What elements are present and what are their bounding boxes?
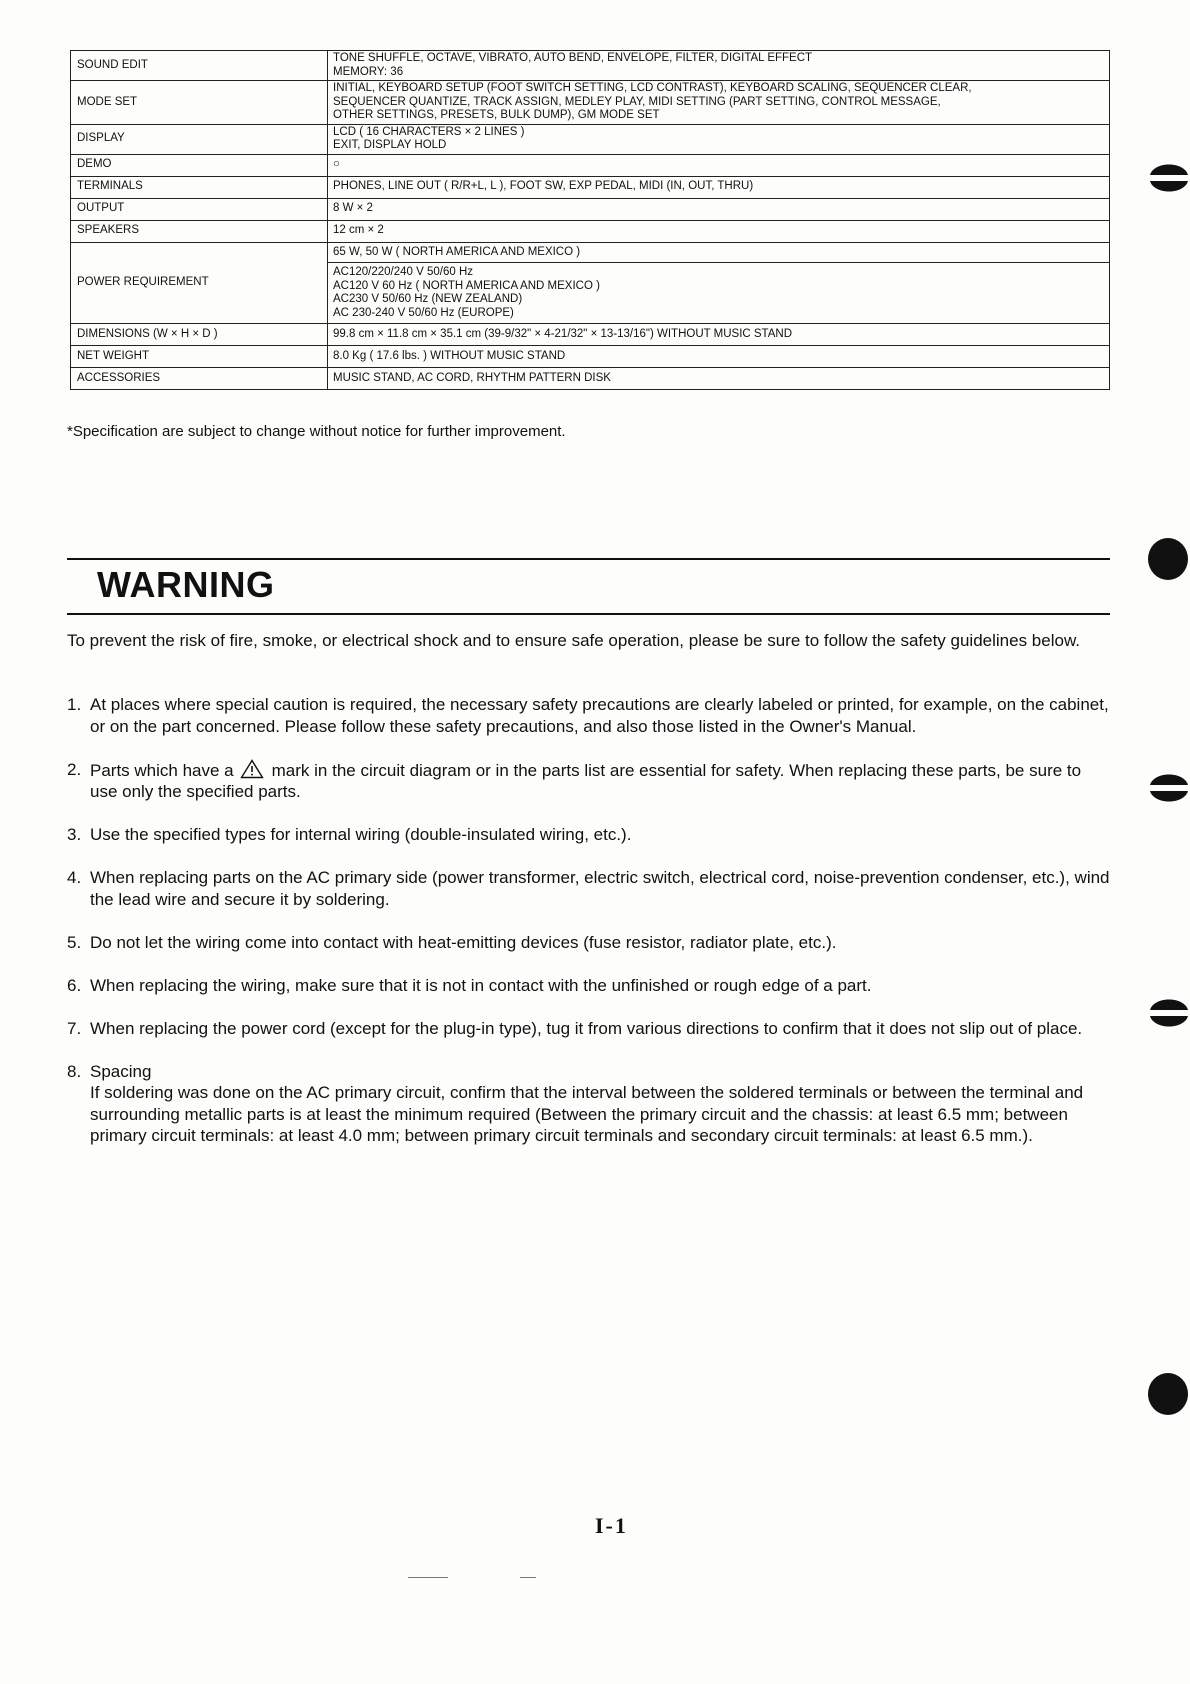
binding-hole-icon (1148, 990, 1190, 1036)
spec-value-line: EXIT, DISPLAY HOLD (333, 139, 447, 151)
item-text (90, 759, 1112, 803)
spec-row-net-weight (71, 346, 1110, 368)
safety-guidelines-list (67, 694, 1112, 1168)
item-text: At places where special caution is required, the necessary safety precautions are clearly labeled or printed, for example, on the cabinet, or on the part concerned. Please follow these safety precautions, and also those listed in the Owner's Manual. (90, 695, 1109, 736)
binding-hole-icon (1148, 1373, 1188, 1415)
warning-top-rule (67, 558, 1110, 560)
spec-value (328, 220, 1110, 242)
spec-note: *Specification are subject to change without notice for further improvement. (67, 423, 566, 440)
list-item (67, 867, 1112, 910)
spec-value-line: MEMORY: 36 (333, 65, 404, 78)
spec-label: SOUND EDIT (71, 51, 328, 81)
scan-speck (520, 1577, 536, 1578)
spec-value-line: MUSIC STAND, AC CORD, RHYTHM PATTERN DISK (333, 371, 611, 384)
page-number: I-1 (595, 1513, 628, 1538)
spec-label: DEMO (71, 154, 328, 176)
spec-row-power (71, 242, 1110, 324)
spec-value-line: SEQUENCER QUANTIZE, TRACK ASSIGN, MEDLEY PLAY, MIDI SETTING (PART SETTING, CONTROL MESSAGE, (333, 95, 941, 108)
spec-row-output (71, 198, 1110, 220)
item-number: 4. (67, 868, 82, 887)
spec-value (328, 368, 1110, 390)
circle-mark-icon: ○ (333, 158, 340, 171)
spec-row-terminals (71, 176, 1110, 198)
warning-triangle-icon (240, 759, 264, 779)
item-number: 5. (67, 932, 82, 952)
item-number: 3. (67, 825, 82, 844)
spec-value-line: INITIAL, KEYBOARD SETUP (FOOT SWITCH SETTING, LCD CONTRAST), KEYBOARD SCALING, SEQUENCER CLEAR, (333, 82, 972, 94)
spec-value (328, 242, 1110, 324)
item-number: 6. (67, 975, 82, 995)
binding-hole-icon (1148, 765, 1190, 811)
spec-label: ACCESSORIES (71, 368, 328, 390)
spec-value-line: LCD ( 16 CHARACTERS × 2 LINES ) (333, 125, 525, 138)
spec-row-display (71, 124, 1110, 154)
spec-label: OUTPUT (71, 198, 328, 220)
list-item (67, 694, 1112, 737)
spec-label: POWER REQUIREMENT (71, 242, 328, 324)
spec-value-line: AC230 V 50/60 Hz (NEW ZEALAND) (333, 293, 523, 305)
spec-row-accessories (71, 368, 1110, 390)
spec-value-line: OTHER SETTINGS, PRESETS, BULK DUMP), GM MODE SET (333, 109, 660, 121)
spec-label: TERMINALS (71, 176, 328, 198)
spec-label: NET WEIGHT (71, 346, 328, 368)
spec-value (328, 324, 1110, 346)
item-text: When replacing the wiring, make sure that it is not in contact with the unfinished or rough edge of a part. (90, 975, 872, 995)
power-consumption (328, 243, 1109, 263)
spec-value-line: PHONES, LINE OUT ( R/R+L, L ), FOOT SW, EXP PEDAL, MIDI (IN, OUT, THRU) (333, 180, 754, 193)
spec-value (328, 154, 1110, 176)
list-item (67, 759, 1112, 803)
warning-title: WARNING (97, 564, 275, 605)
item-text: When replacing the power cord (except for the plug-in type), tug it from various directions to confirm that it does not slip out of place. (90, 1018, 1083, 1038)
list-item (67, 932, 1112, 954)
item-text-before: Parts which have a (90, 760, 234, 780)
item-text: When replacing parts on the AC primary side (power transformer, electric switch, electrical cord, noise-prevention condenser, etc.), wind the lead wire and secure it by soldering. (90, 868, 1110, 909)
item-number: 8. (67, 1061, 82, 1081)
spec-value-line: 8 W × 2 (333, 202, 373, 215)
list-item (67, 975, 1112, 997)
spec-value-line: 8.0 Kg ( 17.6 lbs. ) WITHOUT MUSIC STAND (333, 349, 566, 362)
spec-value-line: 12 cm × 2 (333, 224, 384, 237)
spec-label: DIMENSIONS (W × H × D ) (71, 324, 328, 346)
spec-value-line: TONE SHUFFLE, OCTAVE, VIBRATO, AUTO BEND, ENVELOPE, FILTER, DIGITAL EFFECT (333, 52, 813, 64)
spec-value-line: 99.8 cm × 11.8 cm × 35.1 cm (39-9/32" × 4-21/32" × 13-13/16") WITHOUT MUSIC STAND (333, 327, 793, 340)
spec-value (328, 51, 1110, 81)
spec-row-sound-edit (71, 51, 1110, 81)
power-voltages (328, 262, 1109, 323)
list-item (67, 824, 1112, 846)
spec-value (328, 81, 1110, 125)
spec-value-line: 65 W, 50 W ( NORTH AMERICA AND MEXICO ) (333, 245, 581, 258)
item-number: 1. (67, 695, 82, 714)
spec-row-demo (71, 154, 1110, 176)
scan-speck (408, 1577, 448, 1578)
item-text: Use the specified types for internal wiring (double-insulated wiring, etc.). (90, 825, 632, 844)
spec-value (328, 176, 1110, 198)
spec-label: SPEAKERS (71, 220, 328, 242)
item-text: If soldering was done on the AC primary circuit, confirm that the interval between the soldered terminals or between the terminal and surrounding metallic parts is at least the minimum required (Between the primary circuit and the chassis: at least 6.5 mm; between primary circuit terminals: at least 4.0 mm; between primary circuit terminals and secondary circuit terminals: at least 6.5 mm.). (90, 1083, 1084, 1145)
binding-hole-icon (1148, 538, 1188, 580)
specification-table (70, 50, 1110, 390)
spec-value-line: AC 230-240 V 50/60 Hz (EUROPE) (333, 306, 514, 319)
spec-row-mode-set (71, 81, 1110, 125)
item-text: Do not let the wiring come into contact with heat-emitting devices (fuse resistor, radiator plate, etc.). (90, 932, 837, 952)
item-number: 7. (67, 1018, 82, 1038)
spec-value (328, 346, 1110, 368)
spec-value-line: AC120/220/240 V 50/60 Hz (333, 266, 474, 278)
binding-hole-icon (1148, 155, 1190, 201)
item-text-after: mark in the circuit diagram or in the parts list are essential for safety. When replacing these parts, be sure to use only the specified parts. (90, 760, 1082, 801)
item-number: 2. (67, 759, 82, 779)
spec-label: DISPLAY (71, 124, 328, 154)
list-item (67, 1018, 1112, 1040)
warning-bottom-rule (67, 613, 1110, 615)
spec-label: MODE SET (71, 81, 328, 125)
spec-row-dimensions (71, 324, 1110, 346)
list-item (67, 1061, 1112, 1147)
warning-intro: To prevent the risk of fire, smoke, or electrical shock and to ensure safe operation, please be sure to follow the safety guidelines below. (67, 631, 1081, 650)
item-heading: Spacing (90, 1061, 152, 1081)
spec-value (328, 124, 1110, 154)
spec-value (328, 198, 1110, 220)
spec-row-speakers (71, 220, 1110, 242)
spec-value-line: AC120 V 60 Hz ( NORTH AMERICA AND MEXICO ) (333, 279, 600, 292)
